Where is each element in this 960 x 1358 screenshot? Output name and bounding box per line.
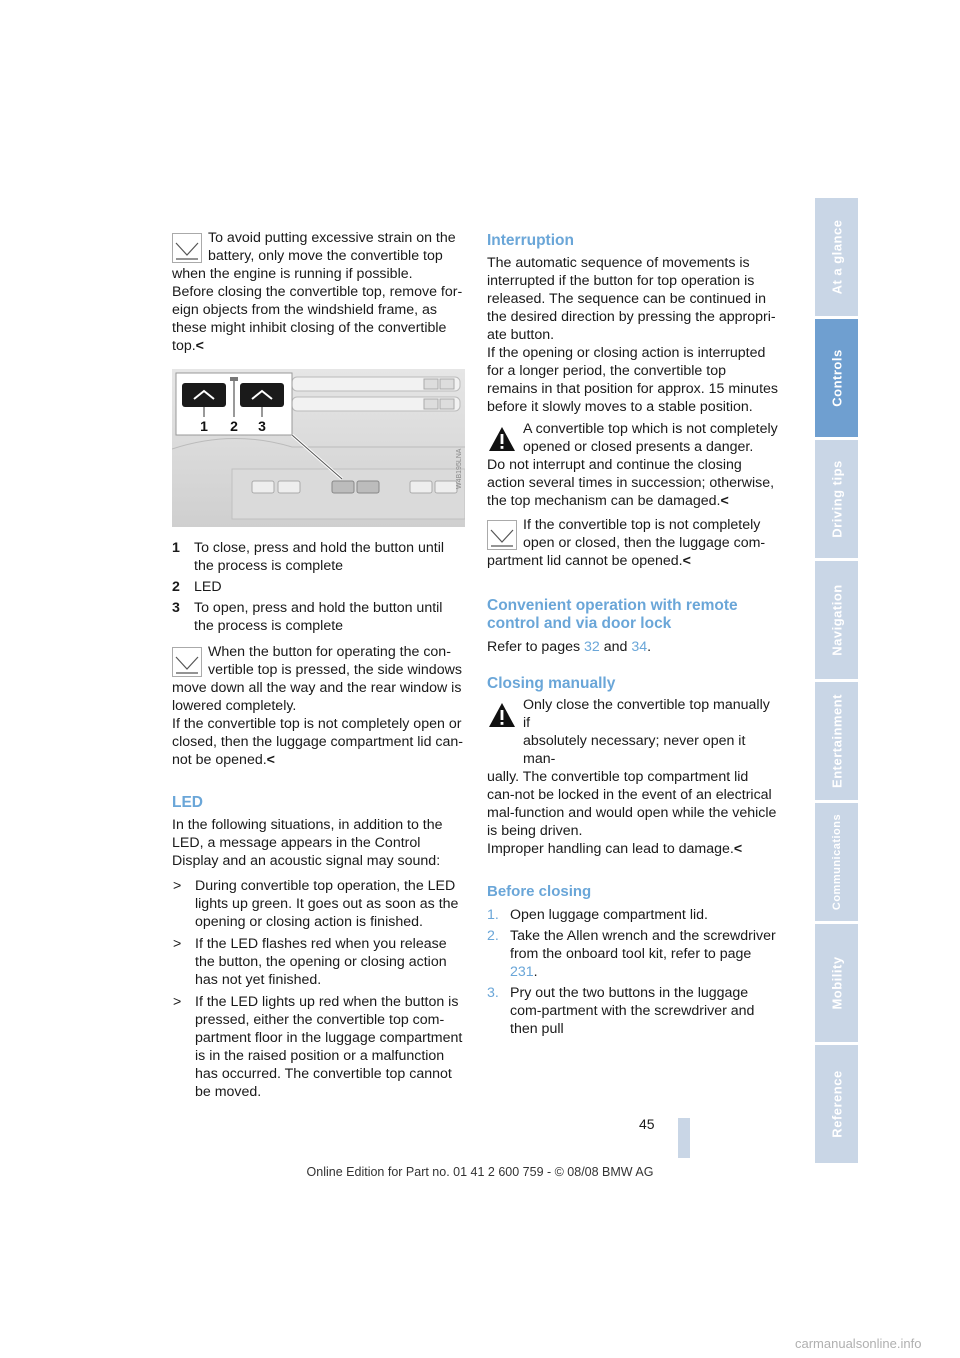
note-line: To avoid putting excessive strain on the (208, 230, 456, 246)
warning-manual (487, 696, 779, 840)
note-line: If the convertible top is not completely (523, 517, 761, 533)
note-luggage-lid (487, 516, 779, 570)
paragraph: The automatic sequence of movements is interrupted if the button for top operation is released. The sequence can be continued in the desired direction by pressing the appropri-ate button. (487, 255, 776, 343)
warning-line: A convertible top which is not completely (523, 421, 778, 437)
bullet-text: During convertible top operation, the LED lights up green. It goes out as soon as the opening or closing action is finished. (195, 878, 459, 930)
bullet-marker: > (173, 878, 182, 894)
text: . (647, 639, 652, 655)
end-marker: < (266, 752, 275, 768)
text: Take the Allen wrench and the screwdriver from the onboard tool kit, refer to page (510, 928, 776, 962)
note-windows (172, 643, 464, 715)
legend-text: To close, press and hold the button until the process is complete (194, 540, 445, 574)
tab-mobility[interactable] (815, 924, 858, 1042)
paragraph: In the following situations, in addition to the LED, a message appears in the Control Display and an acoustic signal may sound: (172, 817, 443, 869)
list-item (172, 877, 464, 931)
section-heading-led: LED (172, 794, 203, 811)
legend-text: To open, press and hold the button until the process is complete (194, 600, 443, 634)
warning-triangle-icon (487, 424, 517, 454)
page-link-34[interactable]: 34 (631, 639, 648, 655)
end-marker: < (195, 338, 204, 354)
step-item (487, 984, 779, 1038)
note-text: when the engine is running if possible. (172, 266, 413, 282)
end-marker: < (682, 553, 691, 569)
step-item (487, 927, 779, 981)
warning-line: absolutely necessary; never open it man- (523, 733, 746, 767)
text: Refer to pages (487, 639, 581, 655)
tab-at-a-glance[interactable] (815, 198, 858, 316)
legend-item (172, 599, 464, 635)
text: . (533, 964, 538, 980)
page-number: 45 (639, 1116, 655, 1132)
note-line: vertible top is pressed, the side windows (208, 662, 462, 678)
step-item (487, 906, 779, 924)
right-column (487, 229, 779, 1038)
left-column (172, 229, 464, 1101)
bullet-marker: > (173, 994, 182, 1010)
section-heading-closing-manually: Closing manually (487, 675, 616, 692)
footer-edition: Online Edition for Part no. 01 41 2 600 759 - © 08/08 BMW AG (306, 1165, 654, 1179)
tab-entertainment[interactable] (815, 682, 858, 800)
step-number: 1. (487, 907, 499, 923)
figure-code: W4B195LNA (456, 448, 463, 489)
warning-triangle-icon (487, 700, 517, 730)
paragraph-remote (487, 638, 779, 656)
tab-label: Communications (830, 813, 843, 911)
end-marker: < (720, 493, 729, 509)
note-battery (172, 229, 464, 283)
legend-text: LED (194, 579, 222, 595)
chapter-tabs (815, 198, 858, 1166)
warning-text: Do not interrupt and continue the closing action several times in succession; otherwise, the top mechanism can be damaged. (487, 457, 775, 509)
figure-label: 3 (258, 418, 266, 434)
note-line: open or closed, then the luggage com- (523, 535, 766, 551)
text: and (603, 639, 628, 655)
section-heading-interruption: Interruption (487, 232, 574, 249)
tab-label: At a glance (829, 219, 844, 295)
note-arrow-icon (487, 520, 517, 550)
list-item (172, 993, 464, 1101)
note-line: When the button for operating the con- (208, 644, 451, 660)
legend-item (172, 578, 464, 596)
step-text: Pry out the two buttons in the luggage com-partment with the screwdriver and then pull (510, 985, 755, 1037)
page-link-32[interactable]: 32 (584, 639, 600, 655)
bullet-text: If the LED flashes red when you release the button, the opening or closing action has not yet finished. (195, 936, 447, 988)
page-link-231[interactable]: 231 (510, 964, 534, 980)
tab-controls[interactable] (815, 319, 858, 437)
note-arrow-icon (172, 647, 202, 677)
paragraph: Improper handling can lead to damage. (487, 841, 734, 857)
switch-illustration (172, 369, 465, 527)
tab-label: Entertainment (829, 694, 844, 788)
end-marker: < (733, 841, 743, 857)
tab-label: Driving tips (829, 460, 844, 538)
step-text: Open luggage compartment lid. (510, 907, 708, 923)
note-line: battery, only move the convertible top (208, 248, 443, 264)
tab-communications[interactable] (815, 803, 858, 921)
tab-driving-tips[interactable] (815, 440, 858, 558)
figure-label: 2 (230, 418, 238, 434)
watermark: carmanualsonline.info (795, 1336, 922, 1351)
legend-number: 2 (172, 579, 180, 595)
tab-label: Navigation (829, 584, 844, 656)
legend-number: 1 (172, 540, 180, 556)
note-text: partment lid cannot be opened. (487, 553, 683, 569)
step-text (510, 927, 779, 981)
figure-label: 1 (200, 418, 208, 434)
note-arrow-icon (172, 233, 202, 263)
section-heading-before-closing: Before closing (487, 883, 592, 900)
step-number: 3. (487, 985, 499, 1001)
legend-number: 3 (172, 600, 180, 616)
warning-text: ually. The convertible top compartment lid can-not be locked in the event of an electrical mal-function and would open while the vehicle is being driven. (487, 769, 777, 839)
paragraph: If the convertible top is not completely open or closed, then the luggage compartment lid can-not be opened. (172, 716, 464, 768)
paragraph: Before closing the convertible top, remove for-eign objects from the windshield frame, as these might inhibit closing of the convertible top. (172, 284, 463, 354)
tab-label: Controls (829, 349, 844, 407)
section-heading-remote: Convenient operation with remote control and via door lock (487, 597, 738, 632)
warning-danger (487, 420, 779, 510)
legend-item (172, 539, 464, 575)
tab-label: Mobility (829, 956, 844, 1010)
tab-navigation[interactable] (815, 561, 858, 679)
tab-reference[interactable] (815, 1045, 858, 1163)
warning-line: opened or closed presents a danger. (523, 439, 754, 455)
page-number-bar (678, 1118, 690, 1158)
warning-line: Only close the convertible top manually if (523, 697, 770, 731)
bullet-text: If the LED lights up red when the button is pressed, either the convertible top com-partment floor in the luggage compartment is in the raised position or a malfunction has occurred. The convertible top cannot be moved. (195, 994, 463, 1100)
tab-label: Reference (829, 1070, 844, 1138)
list-item (172, 935, 464, 989)
bullet-marker: > (173, 936, 182, 952)
note-text: move down all the way and the rear window is lowered completely. (172, 680, 462, 714)
convertible-top-switch-figure (172, 369, 465, 527)
step-number: 2. (487, 928, 499, 944)
paragraph: If the opening or closing action is interrupted for a longer period, the convertible top remains in that position for approx. 15 minutes before it slowly moves to a stable position. (487, 345, 778, 415)
